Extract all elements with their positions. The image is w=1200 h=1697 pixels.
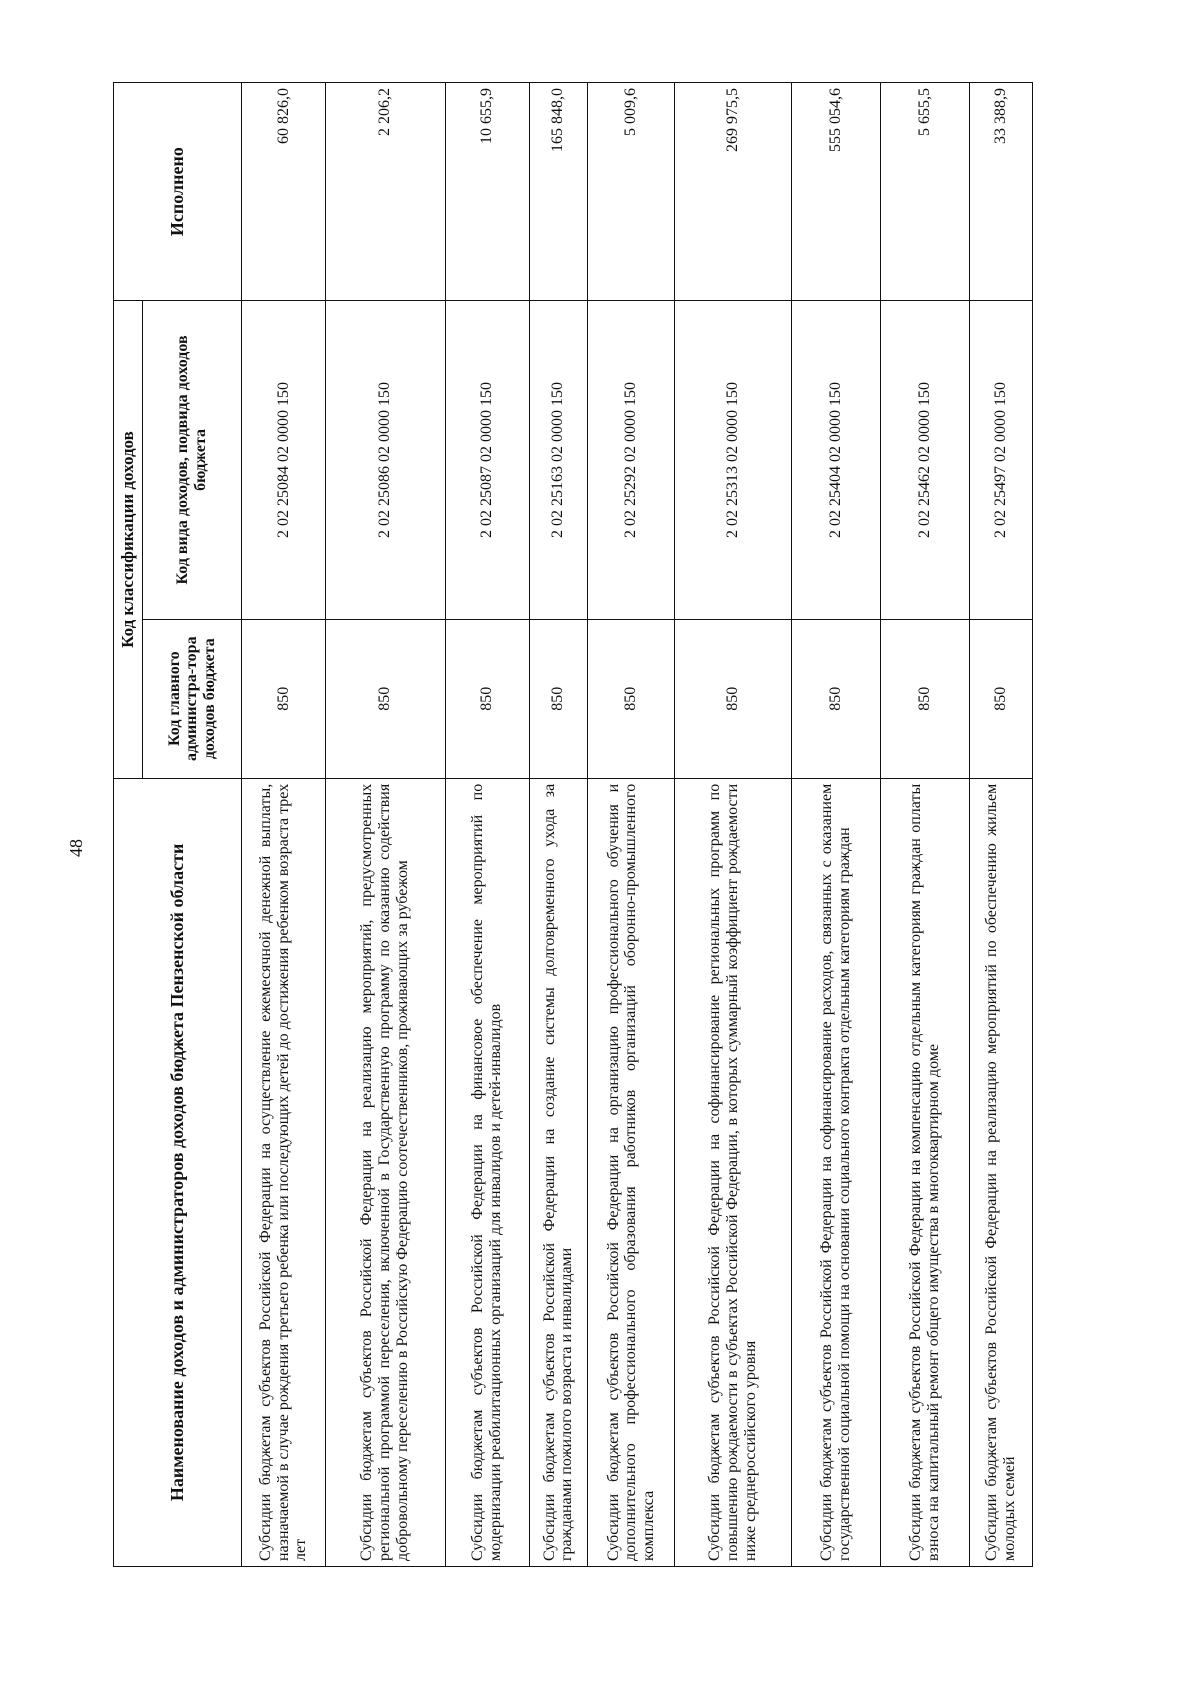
row-revenue-code: 2 02 25292 02 0000 150	[588, 301, 675, 619]
header-admin-code: Код главного администра-тора доходов бюджета	[143, 619, 242, 778]
rotated-table-container	[113, 82, 1033, 1567]
row-revenue-code: 2 02 25404 02 0000 150	[791, 301, 880, 619]
row-revenue-code: 2 02 25313 02 0000 150	[675, 301, 791, 619]
table-row	[242, 83, 326, 1567]
row-executed: 33 388,9	[970, 83, 1033, 301]
table-row	[529, 83, 588, 1567]
row-admin-code: 850	[588, 619, 675, 778]
row-name: Субсидии бюджетам субъектов Российской Федерации на компенсацию отдельным категориям граждан оплаты взноса на капитальный ремонт общего имущества в многоквартирном доме	[881, 778, 970, 1566]
page-number: 48	[66, 839, 86, 857]
row-executed: 269 975,5	[675, 83, 791, 301]
header-name: Наименование доходов и администраторов доходов бюджета Пензенской области	[114, 778, 242, 1566]
header-revenue-code: Код вида доходов, подвида доходов бюджета	[143, 301, 242, 619]
row-revenue-code: 2 02 25163 02 0000 150	[529, 301, 588, 619]
row-revenue-code: 2 02 25087 02 0000 150	[445, 301, 529, 619]
row-executed: 2 206,2	[326, 83, 446, 301]
header-executed: Исполнено	[114, 83, 242, 301]
row-admin-code: 850	[326, 619, 446, 778]
row-admin-code: 850	[970, 619, 1033, 778]
header-classification-group: Код классификации доходов	[114, 301, 143, 779]
table-row	[791, 83, 880, 1567]
table-row	[445, 83, 529, 1567]
row-name: Субсидии бюджетам субъектов Российской Федерации на софинансирование расходов, связанных с оказанием государственной социальной помощи на основании социального контракта отдельным категориям граждан	[791, 778, 880, 1566]
row-revenue-code: 2 02 25086 02 0000 150	[326, 301, 446, 619]
row-executed: 60 826,0	[242, 83, 326, 301]
table-row	[588, 83, 675, 1567]
row-name: Субсидии бюджетам субъектов Российской Федерации на финансовое обеспечение мероприятий по модернизации реабилитационных организаций для инвалидов и детей-инвалидов	[445, 778, 529, 1566]
row-revenue-code: 2 02 25462 02 0000 150	[881, 301, 970, 619]
table-row	[970, 83, 1033, 1567]
header-row-top	[114, 83, 143, 1567]
row-name: Субсидии бюджетам субъектов Российской Федерации на организацию профессионального обучения и дополнительного профессионального образования работников организаций оборонно-промышленного комплекса	[588, 778, 675, 1566]
row-executed: 5 655,5	[881, 83, 970, 301]
row-revenue-code: 2 02 25084 02 0000 150	[242, 301, 326, 619]
row-admin-code: 850	[242, 619, 326, 778]
table-row	[326, 83, 446, 1567]
row-admin-code: 850	[529, 619, 588, 778]
row-name: Субсидии бюджетам субъектов Российской Федерации на реализацию мероприятий по обеспечению жильем молодых семей	[970, 778, 1033, 1566]
row-admin-code: 850	[675, 619, 791, 778]
row-executed: 165 848,0	[529, 83, 588, 301]
row-name: Субсидии бюджетам субъектов Российской Федерации на создание системы долговременного ухода за гражданами пожилого возраста и инвалидами	[529, 778, 588, 1566]
row-admin-code: 850	[791, 619, 880, 778]
table-row	[881, 83, 970, 1567]
row-name: Субсидии бюджетам субъектов Российской Федерации на софинансирование региональных программ по повышению рождаемости в субъектах Российской Федерации, в которых суммарный коэффициент рождаемости ниже среднероссийского уровня	[675, 778, 791, 1566]
row-name: Субсидии бюджетам субъектов Российской Федерации на осуществление ежемесячной денежной выплаты, назначаемой в случае рождения третьего ребенка или последующих детей до достижения ребенком возраста трех лет	[242, 778, 326, 1566]
row-name: Субсидии бюджетам субъектов Российской Федерации на реализацию мероприятий, предусмотренных региональной программой переселения, включенной в Государственную программу по оказанию содействия добровольному переселению в Российскую Федерацию соотечественников, проживающих за рубежом	[326, 778, 446, 1566]
table-row	[675, 83, 791, 1567]
row-revenue-code: 2 02 25497 02 0000 150	[970, 301, 1033, 619]
row-executed: 555 054,6	[791, 83, 880, 301]
row-admin-code: 850	[881, 619, 970, 778]
row-executed: 5 009,6	[588, 83, 675, 301]
revenue-table	[113, 82, 1033, 1567]
row-executed: 10 655,9	[445, 83, 529, 301]
row-admin-code: 850	[445, 619, 529, 778]
